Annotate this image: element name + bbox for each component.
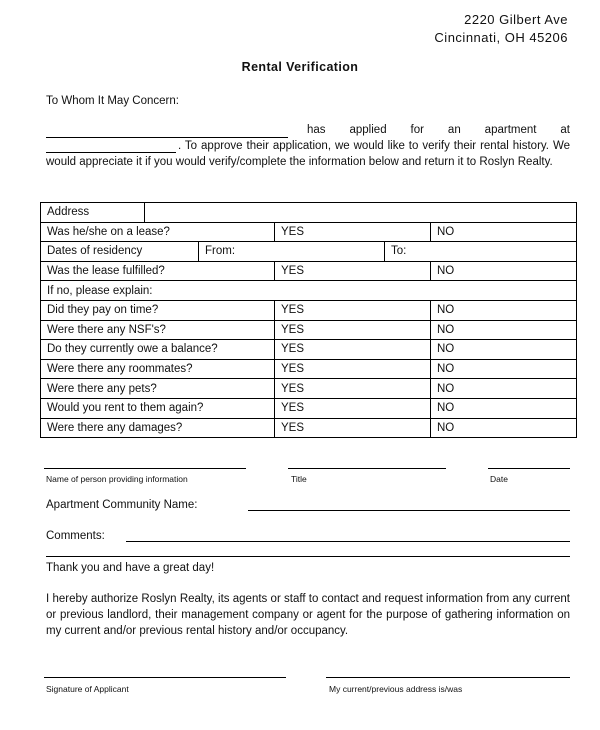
lease-yes-option[interactable]: YES (275, 222, 431, 242)
community-input[interactable] (248, 510, 570, 511)
question-label: Did they pay on time? (41, 300, 275, 320)
signature-line[interactable] (44, 677, 286, 678)
question-label: Were there any pets? (41, 379, 275, 399)
lease-question: Was he/she on a lease? (41, 222, 275, 242)
authorization-text: I hereby authorize Roslyn Realty, its agents or staff to contact and request information from any current or previous landlord, their management company or agent for the purpose of gathering information on my current and/or previous rental history and/or occupancy. (46, 593, 570, 637)
yes-option[interactable]: YES (275, 320, 431, 340)
address-input[interactable] (145, 203, 577, 223)
name-label: Name of person providing information (46, 474, 188, 484)
community-label: Apartment Community Name: (46, 499, 198, 511)
comments-input[interactable] (126, 541, 570, 542)
comments-label: Comments: (46, 530, 105, 542)
question-label: Do they currently owe a balance? (41, 340, 275, 360)
table-row (41, 379, 577, 399)
yes-option[interactable]: YES (275, 300, 431, 320)
no-option[interactable]: NO (431, 359, 577, 379)
no-option[interactable]: NO (431, 320, 577, 340)
date-label: Date (490, 474, 508, 484)
fulfilled-no-option[interactable]: NO (431, 261, 577, 281)
previous-address-line[interactable] (326, 677, 570, 678)
yes-option[interactable]: YES (275, 398, 431, 418)
yes-option[interactable]: YES (275, 359, 431, 379)
previous-address-label: My current/previous address is/was (329, 684, 463, 694)
address-label: Address (41, 203, 145, 223)
residency-label: Dates of residency (41, 242, 199, 262)
table-row (41, 242, 577, 262)
yes-option[interactable]: YES (275, 340, 431, 360)
no-option[interactable]: NO (431, 398, 577, 418)
table-row (41, 398, 577, 418)
question-label: Were there any NSF's? (41, 320, 275, 340)
no-option[interactable]: NO (431, 340, 577, 360)
table-row (41, 261, 577, 281)
title-label: Title (291, 474, 307, 484)
name-signature-line[interactable] (44, 468, 246, 469)
residency-from-field[interactable]: From: (199, 242, 385, 262)
yes-option[interactable]: YES (275, 418, 431, 438)
table-row (41, 281, 577, 301)
fulfilled-yes-option[interactable]: YES (275, 261, 431, 281)
table-row (41, 320, 577, 340)
table-row (41, 300, 577, 320)
residency-to-field[interactable]: To: (385, 242, 577, 262)
table-row (41, 418, 577, 438)
explain-field[interactable]: If no, please explain: (41, 281, 577, 301)
company-address-line-1: 2220 Gilbert Ave (464, 12, 568, 27)
company-address-line-2: Cincinnati, OH 45206 (434, 30, 568, 45)
fulfilled-question: Was the lease fulfilled? (41, 261, 275, 281)
table-row (41, 222, 577, 242)
table-row (41, 203, 577, 223)
no-option[interactable]: NO (431, 418, 577, 438)
salutation: To Whom It May Concern: (46, 95, 179, 107)
page-title: Rental Verification (241, 60, 359, 74)
verification-table (40, 202, 577, 438)
letter-body: . To approve their application, we would like to verify their rental history. We would appreciate it if you would verify/complete the information below and return it to Roslyn Realty. (46, 140, 570, 168)
no-option[interactable]: NO (431, 300, 577, 320)
table-row (41, 359, 577, 379)
yes-option[interactable]: YES (275, 379, 431, 399)
applied-text: has applied for an apartment at (307, 124, 570, 136)
lease-no-option[interactable]: NO (431, 222, 577, 242)
comments-input-line-2[interactable] (46, 556, 570, 557)
question-label: Were there any damages? (41, 418, 275, 438)
question-label: Were there any roommates? (41, 359, 275, 379)
date-line[interactable] (488, 468, 570, 469)
question-label: Would you rent to them again? (41, 398, 275, 418)
thank-you-text: Thank you and have a great day! (46, 562, 215, 574)
signature-label: Signature of Applicant (46, 684, 129, 694)
apartment-line[interactable] (46, 152, 176, 153)
title-line[interactable] (288, 468, 446, 469)
no-option[interactable]: NO (431, 379, 577, 399)
table-row (41, 340, 577, 360)
